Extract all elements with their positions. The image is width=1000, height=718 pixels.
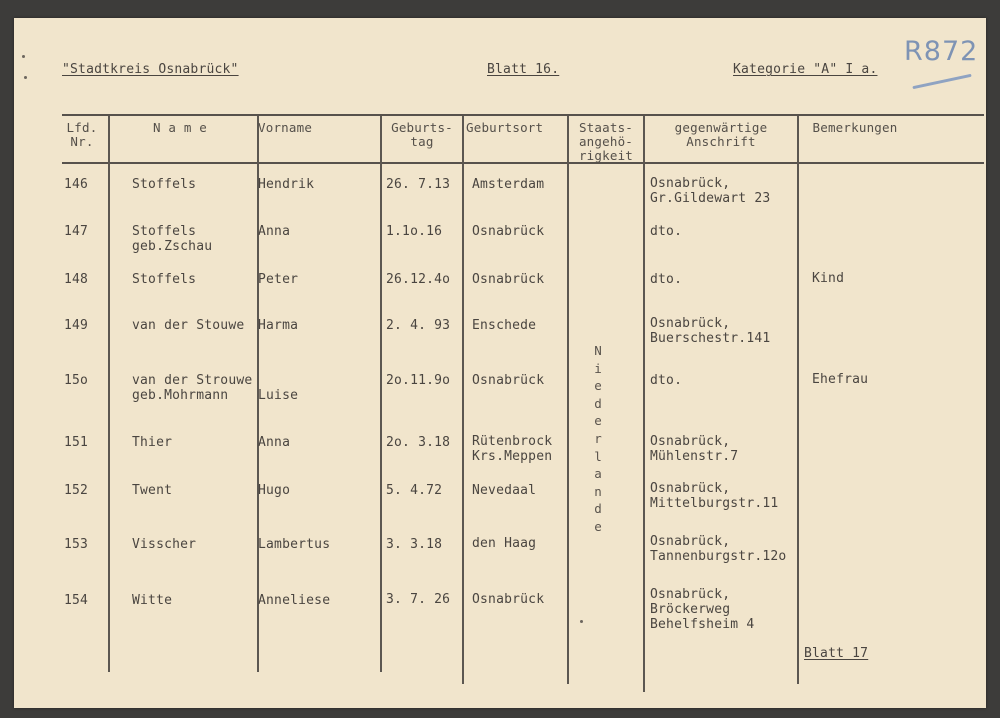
row-geburtsort: Nevedaal bbox=[472, 483, 537, 498]
district-title: "Stadtkreis Osnabrück" bbox=[62, 62, 239, 77]
row-number: 153 bbox=[64, 537, 89, 552]
header-name: N a m e bbox=[152, 120, 208, 135]
row-name: Visscher bbox=[132, 537, 197, 552]
row-name: Twent bbox=[132, 483, 173, 498]
row-vorname: Lambertus bbox=[258, 537, 331, 552]
handwritten-reference: R872 bbox=[904, 36, 979, 67]
header-geburtstag: Geburts- tag bbox=[391, 120, 453, 149]
row-geburtsort: den Haag bbox=[472, 536, 537, 551]
row-geburtsort: Osnabrück bbox=[472, 373, 545, 388]
row-geburtsort: Amsterdam bbox=[472, 177, 545, 192]
row-number: 147 bbox=[64, 224, 89, 239]
row-geburtsort: Osnabrück bbox=[472, 592, 545, 607]
row-anschrift: dto. bbox=[650, 373, 683, 388]
category-label: Kategorie "A" I a. bbox=[733, 62, 878, 77]
row-number: 152 bbox=[64, 483, 89, 498]
row-vorname: Anna bbox=[258, 224, 291, 239]
row-geburtstag: 2. 4. 93 bbox=[386, 318, 451, 333]
row-geburtstag: 3. 7. 26 bbox=[386, 592, 451, 607]
table-header-rule bbox=[62, 162, 984, 164]
row-anschrift: Osnabrück, Gr.Gildewart 23 bbox=[650, 176, 771, 206]
row-number: 15o bbox=[64, 373, 89, 388]
row-anschrift: Osnabrück, Mittelburgstr.11 bbox=[650, 481, 779, 511]
row-geburtstag: 2o. 3.18 bbox=[386, 435, 451, 450]
sheet-number: Blatt 16. bbox=[487, 62, 560, 77]
row-vorname: Hugo bbox=[258, 483, 291, 498]
row-vorname: Anna bbox=[258, 435, 291, 450]
nationality-vertical: N i e d e r l a n d e bbox=[594, 343, 602, 534]
header-bemerkungen: Bemerkungen bbox=[812, 120, 898, 135]
column-divider bbox=[380, 116, 382, 672]
next-sheet-reference: Blatt 17 bbox=[804, 646, 869, 661]
header-geburtsort: Geburtsort bbox=[466, 120, 544, 135]
margin-mark bbox=[22, 55, 25, 58]
row-geburtsort: Enschede bbox=[472, 318, 537, 333]
column-divider bbox=[462, 116, 464, 684]
row-vorname: Harma bbox=[258, 318, 299, 333]
row-geburtsort: Osnabrück bbox=[472, 224, 545, 239]
column-divider bbox=[643, 116, 645, 692]
row-geburtstag: 2o.11.9o bbox=[386, 373, 451, 388]
row-vorname: Anneliese bbox=[258, 593, 331, 608]
row-number: 149 bbox=[64, 318, 89, 333]
row-number: 154 bbox=[64, 593, 89, 608]
column-divider bbox=[567, 116, 569, 684]
column-divider bbox=[108, 116, 110, 672]
row-geburtstag: 26. 7.13 bbox=[386, 177, 451, 192]
row-name: Stoffels geb.Zschau bbox=[132, 224, 213, 254]
row-anschrift: Osnabrück, Buerschestr.141 bbox=[650, 316, 771, 346]
table-top-rule bbox=[62, 114, 984, 116]
row-geburtstag: 5. 4.72 bbox=[386, 483, 443, 498]
row-vorname: Peter bbox=[258, 272, 299, 287]
row-bemerkung: Kind bbox=[812, 271, 845, 286]
row-name: Witte bbox=[132, 593, 173, 608]
row-number: 151 bbox=[64, 435, 89, 450]
row-anschrift: dto. bbox=[650, 272, 683, 287]
row-number: 146 bbox=[64, 177, 89, 192]
row-geburtsort: Osnabrück bbox=[472, 272, 545, 287]
row-geburtsort: Rütenbrock Krs.Meppen bbox=[472, 434, 553, 464]
margin-mark bbox=[24, 76, 27, 79]
row-name: Thier bbox=[132, 435, 173, 450]
row-name: van der Strouwe geb.Mohrmann bbox=[132, 373, 253, 403]
row-anschrift: Osnabrück, Tannenburgstr.12o bbox=[650, 534, 787, 564]
row-geburtstag: 26.12.4o bbox=[386, 272, 451, 287]
row-anschrift: Osnabrück, Mühlenstr.7 bbox=[650, 434, 739, 464]
row-vorname: Hendrik bbox=[258, 177, 315, 192]
row-name: Stoffels bbox=[132, 177, 197, 192]
header-lfd-nr: Lfd. Nr. bbox=[66, 120, 98, 149]
row-anschrift: dto. bbox=[650, 224, 683, 239]
row-anschrift: Osnabrück, Bröckerweg Behelfsheim 4 bbox=[650, 587, 755, 632]
row-name: Stoffels bbox=[132, 272, 197, 287]
header-vorname: Vorname bbox=[258, 120, 313, 135]
header-staatsangehoerigkeit: Staats- angehö- rigkeit bbox=[578, 120, 634, 163]
nationality-mark bbox=[580, 620, 583, 623]
row-name: van der Stouwe bbox=[132, 318, 245, 333]
row-vorname: Luise bbox=[258, 388, 299, 403]
header-anschrift: gegenwärtige Anschrift bbox=[674, 120, 768, 149]
column-divider bbox=[797, 116, 799, 684]
row-bemerkung: Ehefrau bbox=[812, 372, 869, 387]
row-number: 148 bbox=[64, 272, 89, 287]
row-geburtstag: 3. 3.18 bbox=[386, 537, 443, 552]
row-geburtstag: 1.1o.16 bbox=[386, 224, 443, 239]
